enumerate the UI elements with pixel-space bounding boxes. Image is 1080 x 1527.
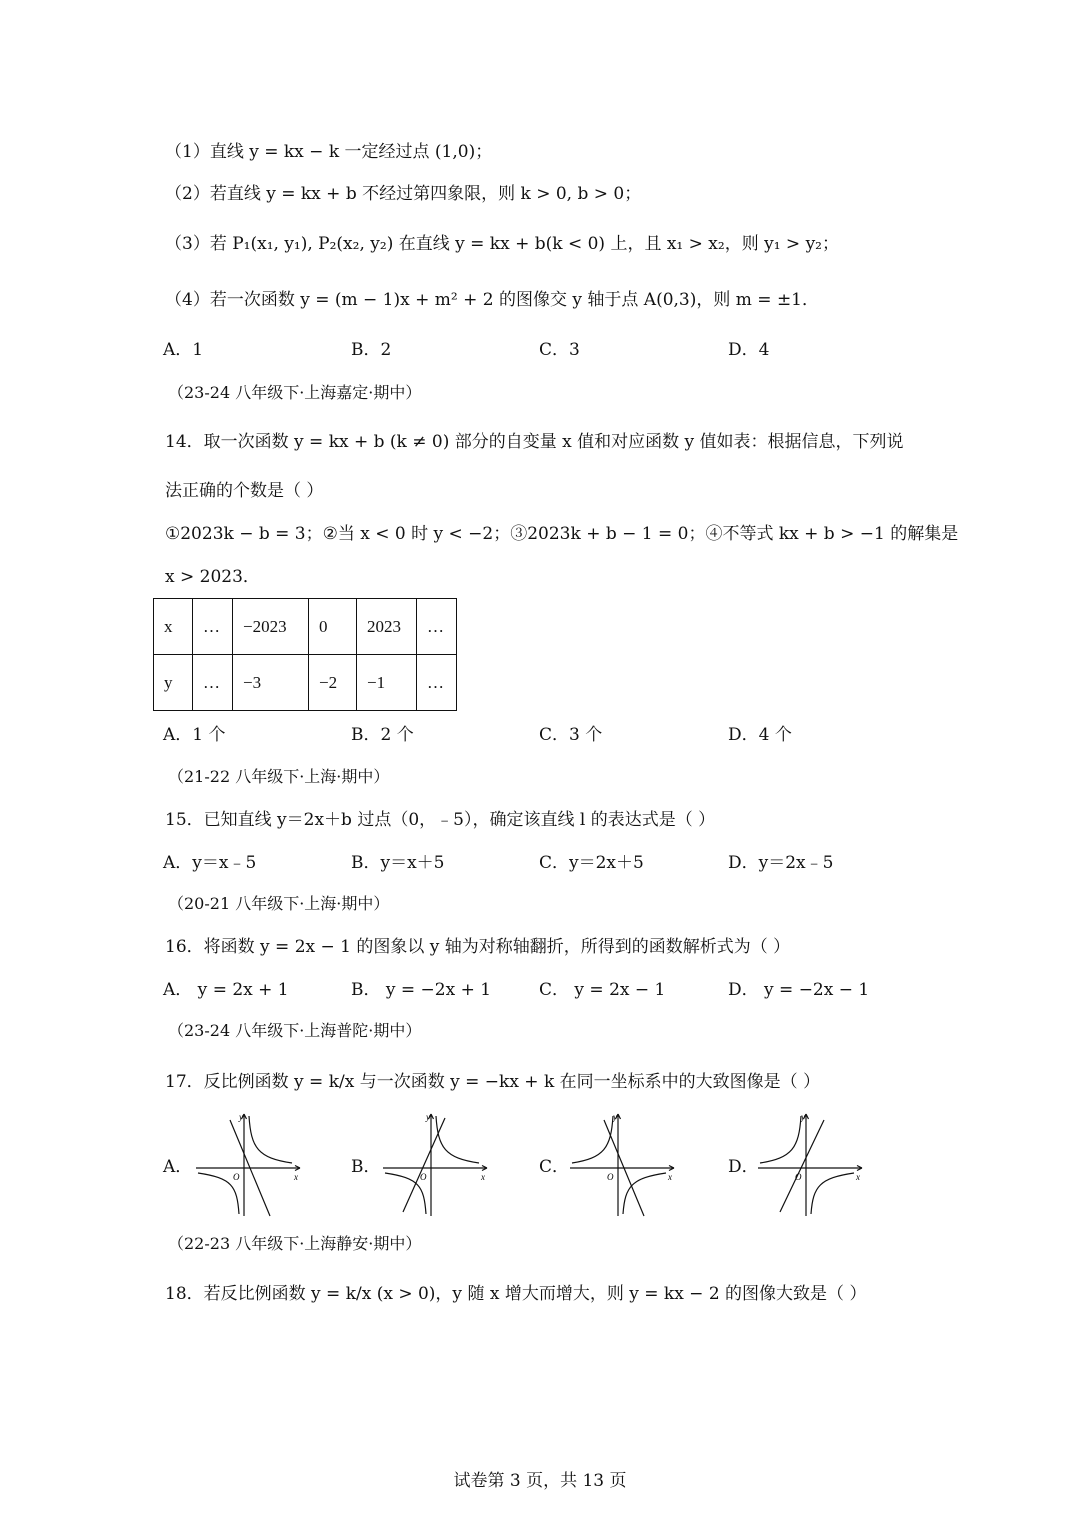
q15-option-b: B．y＝x＋5 (351, 853, 445, 873)
q13-option-d: D．4 (728, 340, 770, 360)
q17-graph-b (379, 1108, 491, 1220)
q16-option-d: D． y = −2x − 1 (728, 980, 870, 1000)
q13-statement-2: （2）若直线 y = kx + b 不经过第四象限，则 k > 0, b > 0； (165, 184, 642, 204)
q16-option-a: A． y = 2x + 1 (163, 980, 289, 1000)
q14-stem-line2: 法正确的个数是（ ） (165, 481, 324, 501)
q13-option-b: B．2 (351, 340, 392, 360)
y-axis-label: y (426, 1112, 430, 1122)
table-cell: −1 (357, 655, 417, 711)
origin-label: O (420, 1172, 427, 1182)
x-axis-label: x (481, 1172, 485, 1182)
hyperbola-branch-1 (572, 1116, 613, 1163)
table-cell: … (193, 599, 233, 655)
q17-option-b-label: B． (351, 1157, 381, 1177)
q15-option-d: D．y＝2x﹣5 (728, 853, 834, 873)
q14-value-table (153, 598, 457, 711)
q17-stem: 17．反比例函数 y = k/x 与一次函数 y = −kx + k 在同一坐标系中的大致图像是（ ） (165, 1072, 821, 1092)
linear-line (780, 1120, 824, 1212)
q15-option-c: C．y＝2x＋5 (539, 853, 644, 873)
table-row-x (154, 599, 457, 655)
q16-stem: 16．将函数 y = 2x − 1 的图象以 y 轴为对称轴翻折，所得到的函数解析式为（ ） (165, 937, 791, 957)
table-cell: … (417, 655, 457, 711)
q14-option-b: B．2 个 (351, 725, 414, 745)
q14-option-a: A．1 个 (163, 725, 226, 745)
q13-option-a: A．1 (163, 340, 204, 360)
q14-option-c: C．3 个 (539, 725, 603, 745)
q17-graph-d (754, 1108, 866, 1220)
q17-graph-c (566, 1108, 678, 1220)
table-cell: … (193, 655, 233, 711)
q15-stem: 15．已知直线 y＝2x＋b 过点（0，﹣5），确定该直线 l 的表达式是（ ） (165, 810, 716, 830)
table-cell: 2023 (357, 599, 417, 655)
table-cell: 0 (309, 599, 357, 655)
q16-source: （20-21 八年级下·上海·期中） (168, 894, 390, 913)
q17-graph-a (192, 1108, 304, 1220)
q13-option-c: C．3 (539, 340, 580, 360)
x-axis-label: x (856, 1172, 860, 1182)
q15-option-a: A．y＝x﹣5 (163, 853, 257, 873)
origin-label: O (233, 1172, 240, 1182)
hyperbola-branch-1 (760, 1116, 801, 1163)
y-axis-label: y (239, 1112, 243, 1122)
table-cell: x (154, 599, 193, 655)
q16-option-b: B． y = −2x + 1 (351, 980, 492, 1000)
q16-option-c: C． y = 2x − 1 (539, 980, 666, 1000)
origin-label: O (607, 1172, 614, 1182)
table-cell: y (154, 655, 193, 711)
q17-source: （23-24 八年级下·上海普陀·期中） (168, 1021, 422, 1040)
table-row-y (154, 655, 457, 711)
table-cell: −3 (233, 655, 309, 711)
origin-label: O (795, 1172, 802, 1182)
q14-conditions-line2: x > 2023． (165, 567, 260, 587)
q17-option-c-label: C． (539, 1157, 570, 1177)
q18-source: （22-23 八年级下·上海静安·期中） (168, 1234, 422, 1253)
hyperbola-branch-2 (623, 1173, 666, 1214)
hyperbola-branch-2 (811, 1173, 854, 1214)
y-axis-label: y (613, 1112, 617, 1122)
table-cell: −2023 (233, 599, 309, 655)
q13-statement-3: （3）若 P₁(x₁, y₁), P₂(x₂, y₂) 在直线 y = kx + b(k < 0) 上，且 x₁ > x₂，则 y₁ > y₂； (165, 234, 839, 254)
y-axis-label: y (801, 1112, 805, 1122)
q14-conditions-line1: ①2023k − b = 3；②当 x < 0 时 y < −2；③2023k + b − 1 = 0；④不等式 kx + b > −1 的解集是 (165, 524, 959, 544)
q14-stem-line1: 14．取一次函数 y = kx + b (k ≠ 0) 部分的自变量 x 值和对应函数 y 值如表：根据信息，下列说 (165, 432, 904, 452)
x-axis-label: x (668, 1172, 672, 1182)
q14-source: （23-24 八年级下·上海嘉定·期中） (168, 383, 422, 402)
q18-stem: 18．若反比例函数 y = k/x (x > 0)，y 随 x 增大而增大，则 y = kx − 2 的图像大致是（ ） (165, 1284, 867, 1304)
q13-statement-4: （4）若一次函数 y = (m − 1)x + m² + 2 的图像交 y 轴于点 A(0,3)，则 m = ±1． (165, 290, 820, 310)
x-axis-label: x (294, 1172, 298, 1182)
q17-option-a-label: A． (163, 1157, 193, 1177)
q15-source: （21-22 八年级下·上海·期中） (168, 767, 390, 786)
q17-option-d-label: D． (728, 1157, 759, 1177)
page-footer: 试卷第 3 页，共 13 页 (453, 1471, 627, 1491)
q14-option-d: D．4 个 (728, 725, 792, 745)
table-cell: … (417, 599, 457, 655)
table-cell: −2 (309, 655, 357, 711)
hyperbola-branch-1 (249, 1116, 292, 1163)
q13-statement-1: （1）直线 y = kx − k 一定经过点 (1,0)； (165, 142, 493, 162)
